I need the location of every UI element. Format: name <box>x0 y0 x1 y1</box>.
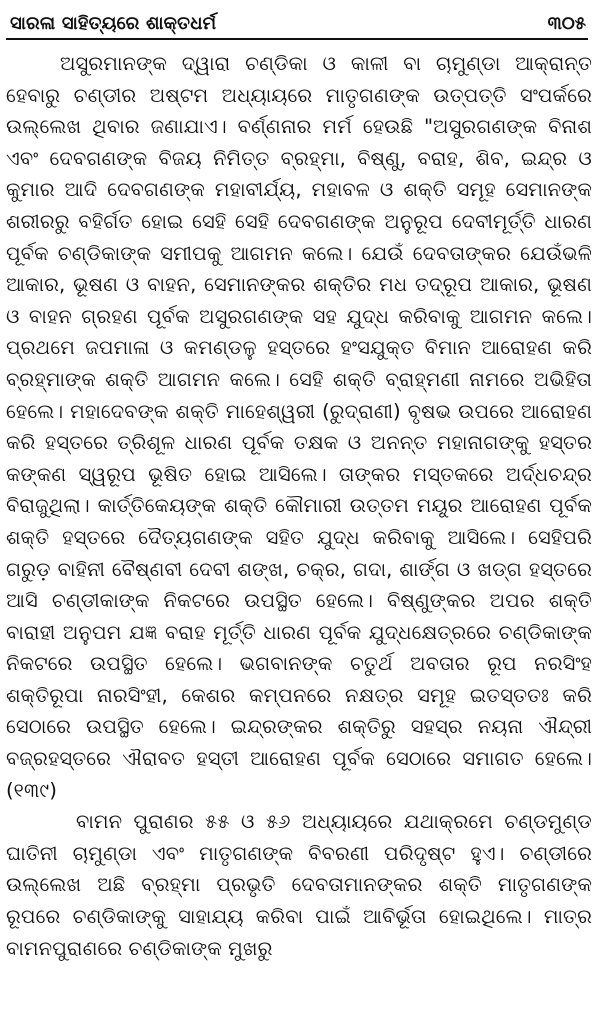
paragraph: ଅସୁରମାନଙ୍କ ଦ୍ୱାରା ଚଣ୍ଡିକା ଓ କାଳୀ ବା ଚାମୁଣ୍ଡା ଆକ୍ରାନ୍ତ ହେବାରୁ ଚଣ୍ଡୀର ଅଷ୍ଟମ ଅଧ୍ୟାୟରେ ମାତୃଗଣଙ୍କ ଉତ୍ପତ୍ତି ସଂପର୍କରେ ଉଲ୍ଲେଖ ଥିବାର ଜଣାଯାଏ। ବର୍ଣ୍ଣନାର ମର୍ମ ହେଉଛି "ଅସୁରଗଣଙ୍କ ବିନାଶ ଏବଂ ଦେବଗଣଙ୍କ ବିଜୟ ନିମିତ୍ତ ବ୍ରହ୍ମା, ବିଷ୍ଣୁ, ବରାହ, ଶିବ, ଇନ୍ଦ୍ର ଓ କୁମାର ଆଦି ଦେବଗଣଙ୍କ ମହାବୀର୍ଯ୍ୟ, ମହାବଳ ଓ ଶକ୍ତି ସମୂହ ସେମାନଙ୍କ ଶରୀରରୁ ବହିର୍ଗତ ହୋଇ ସେହି ସେହି ଦେବଗଣଙ୍କ ଅନୁରୂପ ଦେବୀମୂର୍ତ୍ତି ଧାରଣ ପୂର୍ବକ ଚଣ୍ଡିକାଙ୍କ ସମୀପକୁ ଆଗମନ କଲେ। ଯେଉଁ ଦେବତାଙ୍କର ଯେଉଁଭଳି ଆକାର, ଭୂଷଣ ଓ ବାହନ, ସେମାନଙ୍କର ଶକ୍ତିର ମଧ ତଦ୍ରୂପ ଆକାର, ଭୂଷଣ ଓ ବାହନ ଗ୍ରହଣ ପୂର୍ବକ ଅସୁରଗଣଙ୍କ ସହ ଯୁଦ୍ଧ କରିବାକୁ ଆଗମନ କଲେ। ପ୍ରଥମେ ଜପମାଳା ଓ କମଣ୍ଡଳୁ ହସ୍ତରେ ହଂସଯୁକ୍ତ ବିମାନ ଆରୋହଣ କରି ବ୍ରହ୍ମାଙ୍କ ଶକ୍ତି ଆଗମନ କଲେ। ସେହି ଶକ୍ତି ବ୍ରାହ୍ମଣୀ ନାମରେ ଅଭିହିତା ହେଲେ। ମହାଦେବଙ୍କ ଶକ୍ତି ମାହେଶ୍ୱରୀ (ରୁଦ୍ରାଣୀ) ବୃଷଭ ଉପରେ ଆରୋହଣ କରି ହସ୍ତରେ ତ୍ରିଶୂଳ ଧାରଣ ପୂର୍ବକ ତକ୍ଷକ ଓ ଅନନ୍ତ ମହାନାଗଙ୍କୁ ହସ୍ତର କଙ୍କଣ ସ୍ୱରୂପ ଭୂଷିତ ହୋଇ ଆସିଲେ। ତାଙ୍କର ମସ୍ତକରେ ଅର୍ଦ୍ଧଚନ୍ଦ୍ର ବିରାଜୁଥିଲା। କାର୍ତ୍ତିକେୟଙ୍କ ଶକ୍ତି କୌମାରୀ ଉତ୍ତମ ମୟୂର ଆରୋହଣ ପୂର୍ବକ ଶକ୍ତି ହସ୍ତରେ ଦୈତ୍ୟଗଣଙ୍କ ସହିତ ଯୁଦ୍ଧ କରିବାକୁ ଆସିଲେ। ସେହିପରି ଗରୁଡ଼ ବାହିନୀ ବୈଷ୍ଣବୀ ଦେବୀ ଶଙ୍ଖ, ଚକ୍ର, ଗଦା, ଶାର୍ଙ୍ଗ ଓ ଖଡ୍ଗ ହସ୍ତରେ ଆସି ଚଣ୍ଡୀକାଙ୍କ ନିକଟରେ ଉପସ୍ଥିତ ହେଲେ। ବିଷ୍ଣୁଙ୍କର ଅପର ଶକ୍ତି ବାରାହୀ ଅନୁପମ ଯଜ୍ଞ ବରାହ ମୂର୍ତ୍ତି ଧାରଣ ପୂର୍ବକ ଯୁଦ୍ଧକ୍ଷେତ୍ରରେ ଚଣ୍ଡିକାଙ୍କ ନିକଟରେ ଉପସ୍ଥିତ ହେଲେ। ଭଗବାନଙ୍କ ଚତୁର୍ଥ ଅବତାର ରୂପ ନରସିଂହ ଶକ୍ତିରୂପା ନାରସିଂହୀ, କେଶର କମ୍ପନରେ ନକ୍ଷତ୍ର ସମୂହ ଇତସ୍ତତଃ କରି ସେଠାରେ ଉପସ୍ଥିତ ହେଲେ। ଇନ୍ଦ୍ରଙ୍କର ଶକ୍ତିରୁ ସହସ୍ର ନୟନା ଐନ୍ଦ୍ରୀ ବଜ୍ରହସ୍ତରେ ଐରାବତ ହସ୍ତୀ ଆରୋହଣ ପୂର୍ବକ ସେଠାରେ ସମାଗତ ହେଲେ।(୧୩୯) <box>6 52 592 802</box>
page-header <box>6 2 588 40</box>
paragraph: ବାମନ ପୁରାଣର ୫୫ ଓ ୫୬ ଅଧ୍ୟାୟରେ ଯଥାକ୍ରମେ ଚଣ୍ଡମୁଣ୍ଡ ଘାତିନୀ ଚାମୁଣ୍ଡା ଏବଂ ମାତୃଗଣଙ୍କ ବିବରଣୀ ପରିଦୃଷ୍ଟ ହୁଏ। ଚଣ୍ଡୀରେ ଉଲ୍ଲେଖ ଅଛି ବ୍ରହ୍ମା ପ୍ରଭୃତି ଦେବତାମାନଙ୍କର ଶକ୍ତି ମାତୃଗଣଙ୍କ ରୂପରେ ଚଣ୍ଡିକାଙ୍କୁ ସାହାଯ୍ୟ କରିବା ପାଇଁ ଆବିର୍ଭୂତା ହୋଇଥିଲେ। ମାତ୍ର ବାମନପୁରାଣରେ ଚଣ୍ଡିକାଙ୍କ ମୁଖରୁ <box>6 810 592 960</box>
page-number: ୩୦୫ <box>547 13 586 34</box>
running-title: ସାରଳା ସାହିତ୍ୟରେ ଶାକ୍ତଧର୍ମ <box>10 13 217 34</box>
page-body <box>6 48 592 1027</box>
